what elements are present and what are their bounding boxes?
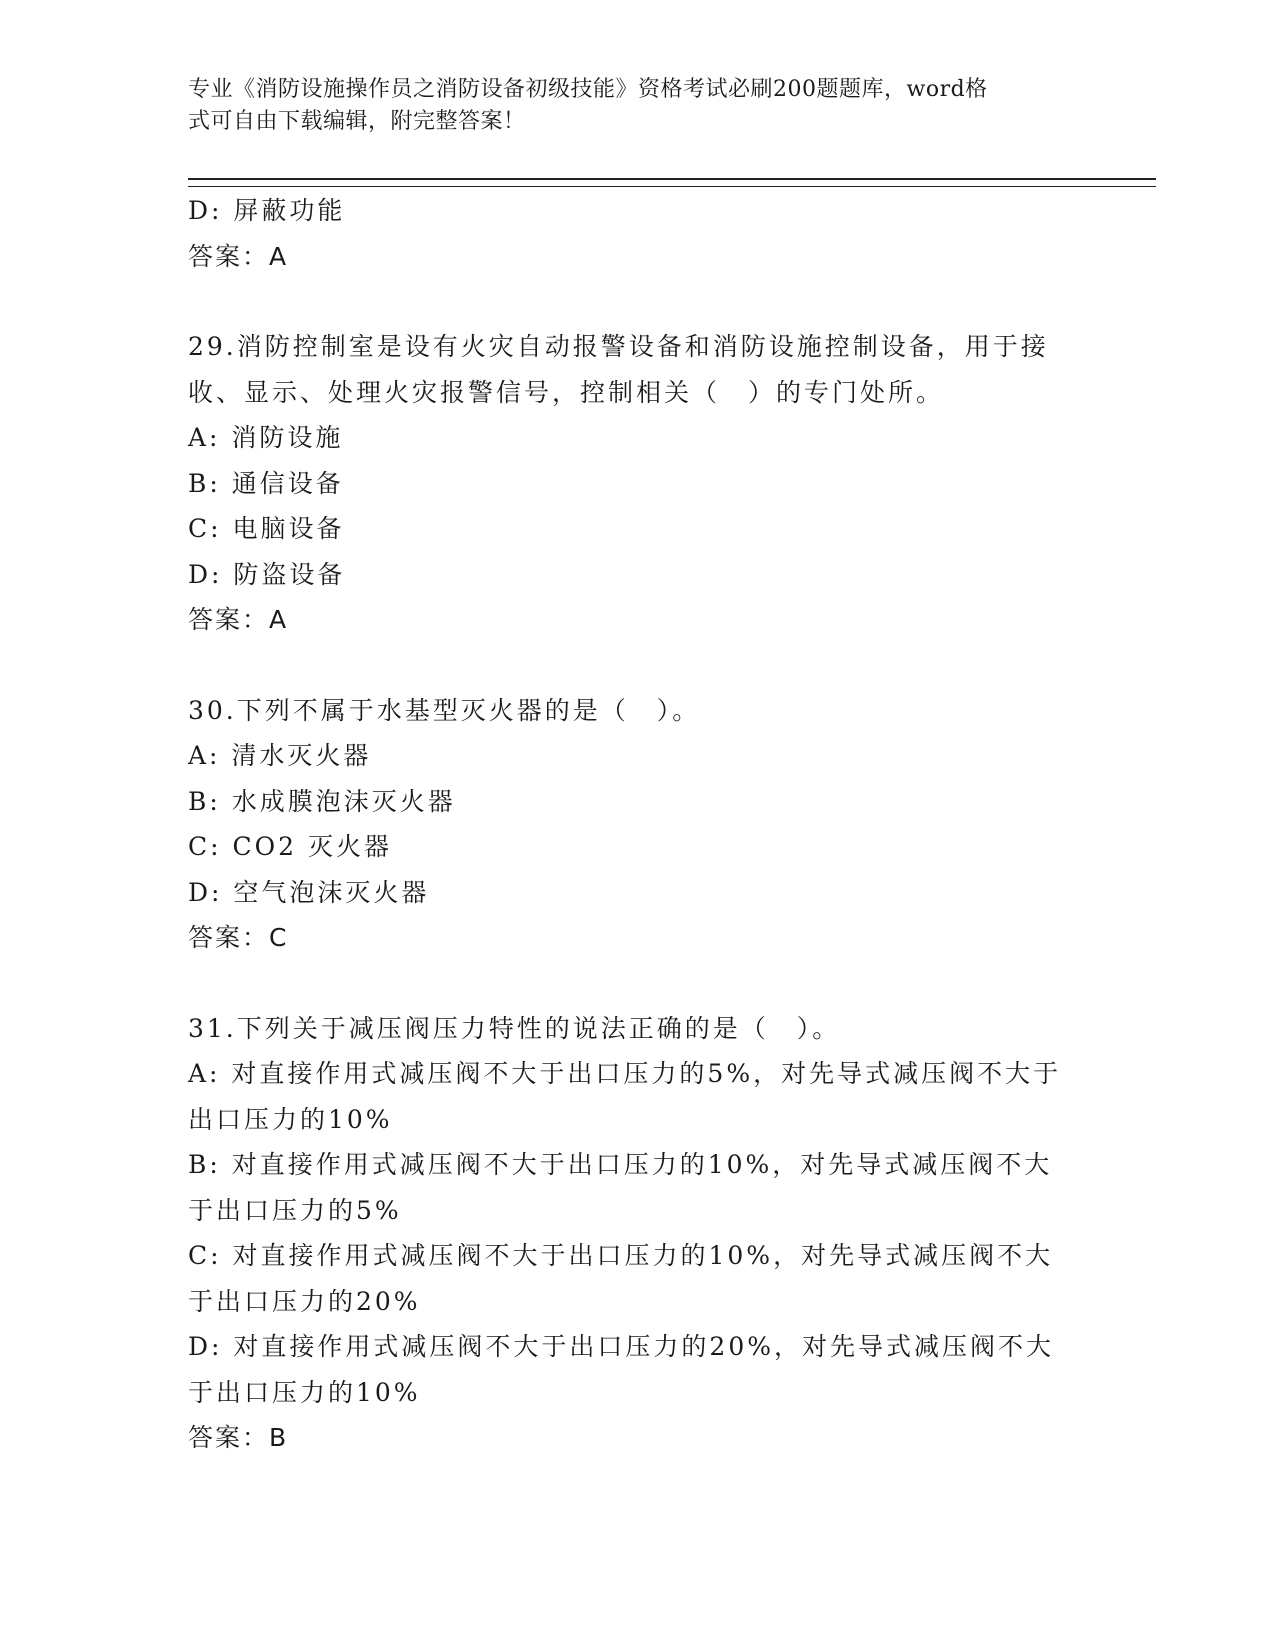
answer-line: 答案：A [188,241,289,271]
option-d: D: 对直接作用式减压阀不大于出口压力的20%，对先导式减压阀不大 [188,1332,1054,1361]
option-b: B: 通信设备 [188,468,344,498]
option-d: D: 防盗设备 [188,559,346,589]
answer-line: 答案：C [188,923,289,952]
answer-line: 答案：B [188,1423,289,1452]
question-stem: 30.下列不属于水基型灭火器的是（ ）。 [188,695,701,725]
question-stem: 29.消防控制室是设有火灾自动报警设备和消防设施控制设备，用于接 [188,332,1049,361]
option-b: B: 对直接作用式减压阀不大于出口压力的10%，对先导式减压阀不大 [188,1150,1053,1179]
option-b-cont: 于出口压力的5% [188,1195,402,1225]
option-d: D: 空气泡沫灭火器 [188,877,430,907]
spacer [188,279,1088,324]
option-a: A: 消防设施 [188,423,344,452]
option-c-cont: 于出口压力的20% [188,1286,421,1316]
option-b: B: 水成膜泡沫灭火器 [188,786,456,816]
previous-question-tail [188,188,1088,279]
question-stem-cont: 收、显示、处理火灾报警信号，控制相关（ ）的专门处所。 [188,377,945,407]
page-header [188,74,1088,138]
spacer [188,961,1088,1006]
header-line-2: 式可自由下载编辑，附完整答案！ [188,109,526,134]
question-29 [188,324,1088,643]
header-line-1: 专业《消防设施操作员之消防设备初级技能》资格考试必刷200题题库，word格 [188,77,988,102]
option-d: D: 屏蔽功能 [188,196,346,225]
document-body [188,188,1088,1461]
question-stem: 31.下列关于减压阀压力特性的说法正确的是（ ）。 [188,1013,841,1043]
option-a: A: 清水灭火器 [188,741,372,770]
question-31 [188,1006,1088,1461]
option-d-cont: 于出口压力的10% [188,1377,421,1407]
option-c: C: 对直接作用式减压阀不大于出口压力的10%，对先导式减压阀不大 [188,1241,1054,1270]
header-divider [188,178,1156,187]
answer-line: 答案：A [188,605,289,634]
option-c: C: 电脑设备 [188,514,345,543]
option-c: C: CO2 灭火器 [188,832,392,861]
question-30 [188,688,1088,961]
option-a: A: 对直接作用式减压阀不大于出口压力的5%，对先导式减压阀不大于 [188,1059,1062,1088]
spacer [188,643,1088,688]
option-a-cont: 出口压力的10% [188,1104,393,1134]
